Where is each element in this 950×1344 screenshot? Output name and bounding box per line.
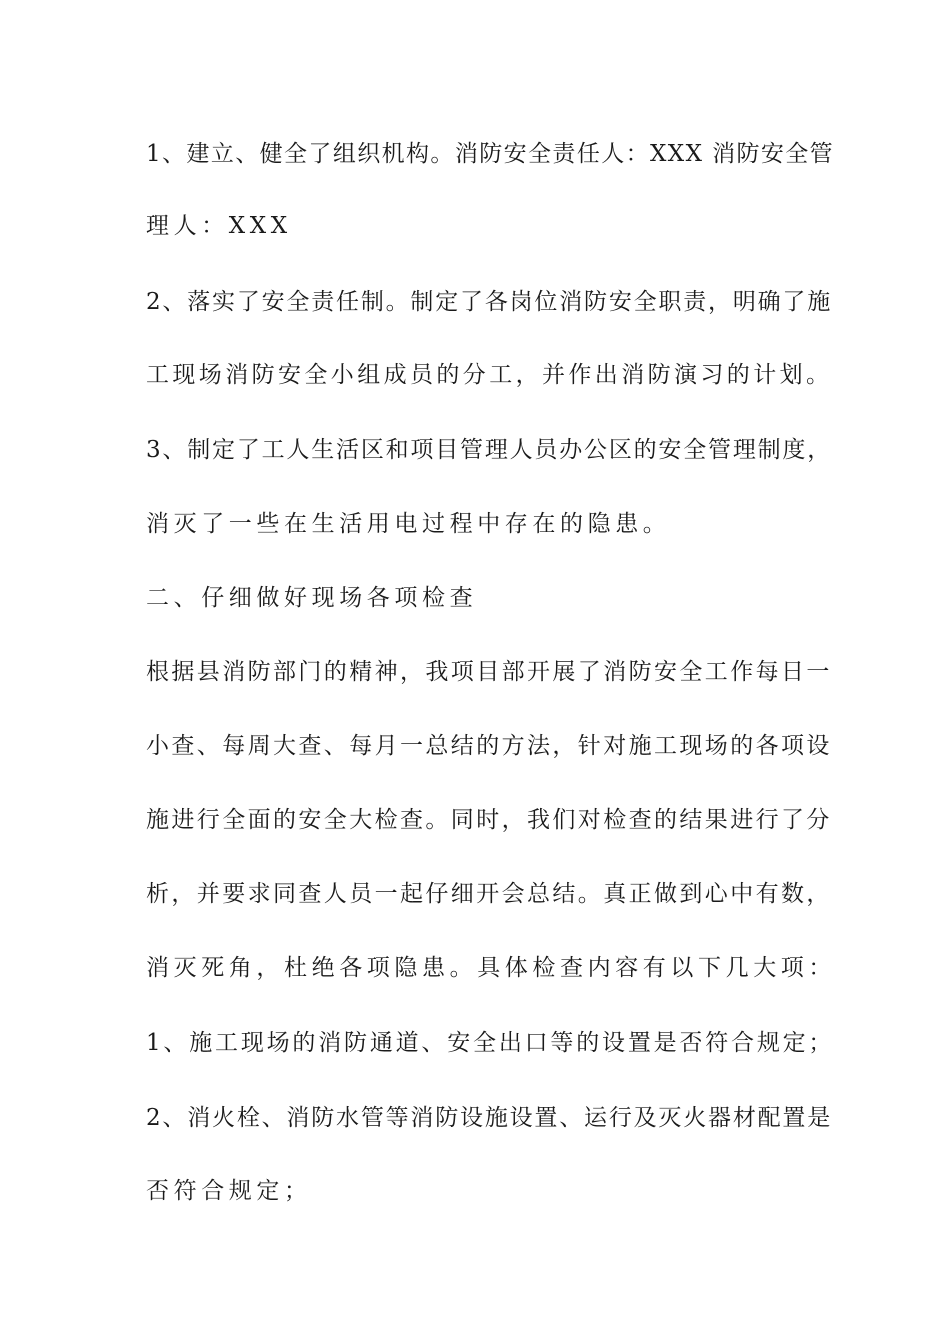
paragraph-line: 析，并要求同查人员一起仔细开会总结。真正做到心中有数， xyxy=(146,881,832,907)
paragraph-line: 理人：XXX xyxy=(146,213,292,239)
paragraph-line: 消灭死角，杜绝各项隐患。具体检查内容有以下几大项： xyxy=(146,955,836,981)
paragraph-line: 小查、每周大查、每月一总结的方法，针对施工现场的各项设 xyxy=(146,733,832,759)
paragraph-line: 施进行全面的安全大检查。同时，我们对检查的结果进行了分 xyxy=(146,807,832,833)
paragraph-line: 1、建立、健全了组织机构。消防安全责任人：XXX 消防安全管 xyxy=(146,141,835,167)
list-item-continuation: 否符合规定； xyxy=(146,1178,312,1204)
paragraph-line: 3、制定了工人生活区和项目管理人员办公区的安全管理制度， xyxy=(146,437,833,463)
section-heading: 二、仔细做好现场各项检查 xyxy=(146,585,478,611)
paragraph-line: 根据县消防部门的精神，我项目部开展了消防安全工作每日一 xyxy=(146,659,832,685)
paragraph-line: 2、落实了安全责任制。制定了各岗位消防安全职责，明确了施 xyxy=(146,289,833,315)
paragraph-line: 消灭了一些在生活用电过程中存在的隐患。 xyxy=(146,511,671,537)
paragraph-line: 工现场消防安全小组成员的分工，并作出消防演习的计划。 xyxy=(146,362,833,388)
list-item: 2、消火栓、消防水管等消防设施设置、运行及灭火器材配置是 xyxy=(146,1105,833,1131)
list-item: 1、施工现场的消防通道、安全出口等的设置是否符合规定； xyxy=(146,1030,835,1056)
